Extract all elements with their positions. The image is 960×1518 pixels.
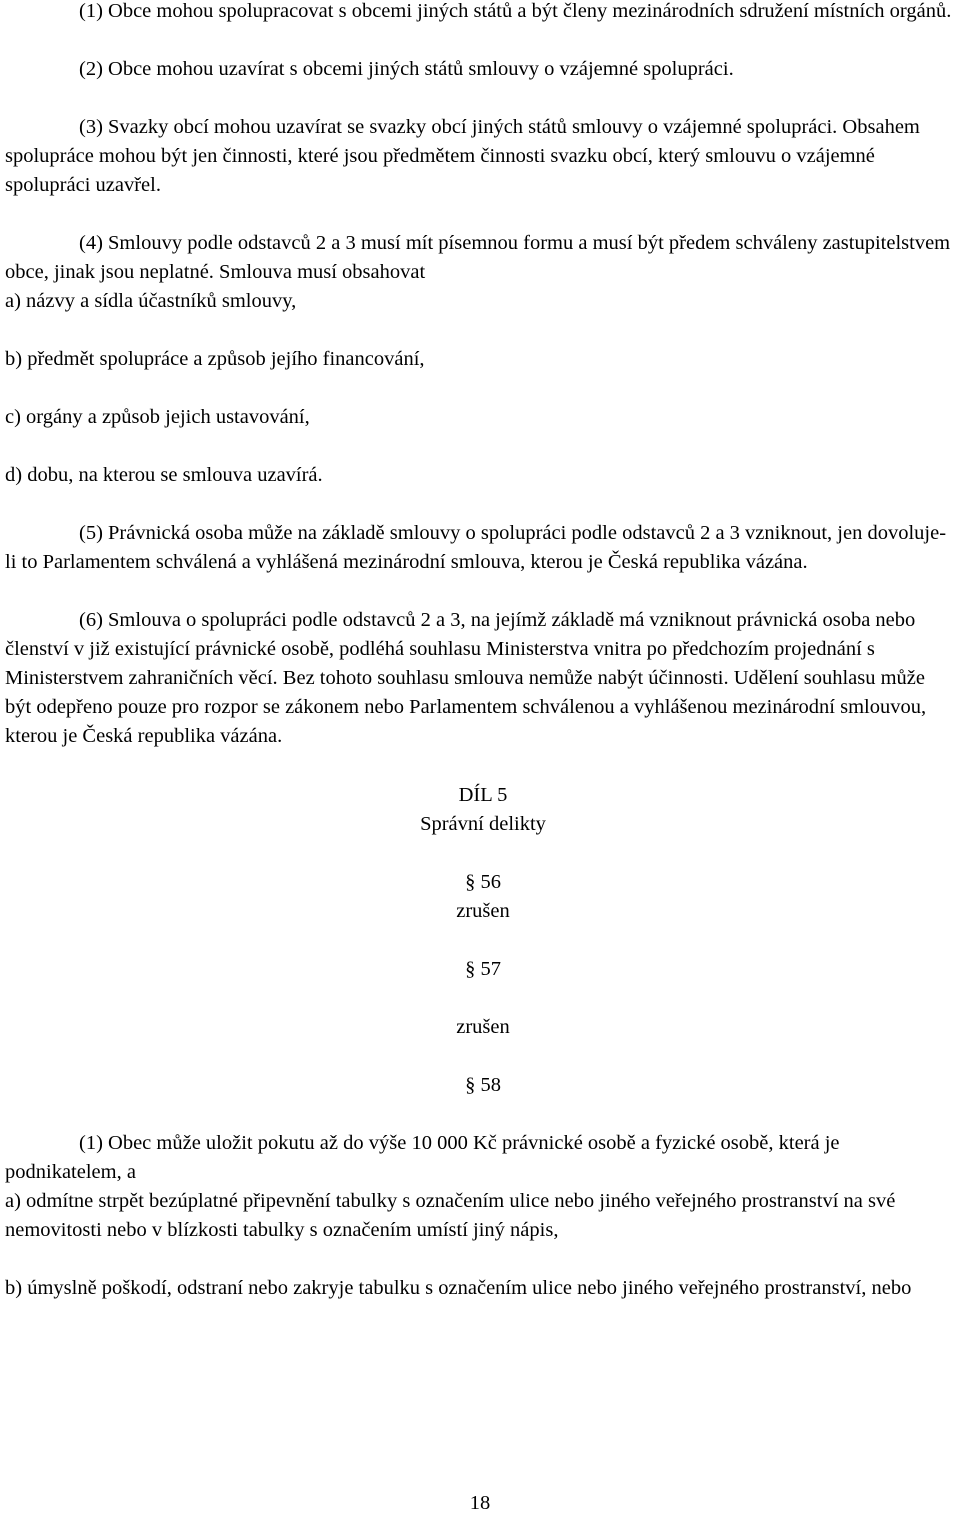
section-57-label: § 57 [465, 958, 501, 980]
paragraph-5: (5) Právnická osoba může na základě smlouvy o spolupráci podle odstavců 2 a 3 vzniknout, jen dovoluje-li to Parlamentem schválená a vyhlášená mezinárodní smlouva, kterou je Česká republika vázána. [5, 522, 947, 573]
section-56-label: § 56 [465, 871, 501, 893]
part-number: DÍL 5 [458, 784, 508, 806]
page-number: 18 [469, 1492, 491, 1514]
part-heading [11, 781, 955, 839]
list-item-a: a) názvy a sídla účastníků smlouvy, [5, 290, 297, 312]
section-58-paragraph-1: (1) Obec může uložit pokutu až do výše 10 000 Kč právnické osobě a fyzické osobě, která je podnikatelem, a [5, 1132, 840, 1183]
section-58 [11, 1071, 955, 1100]
section-58-item-a: a) odmítne strpět bezúplatné připevnění tabulky s označením ulice nebo jiného veřejného prostranství na své nemovitosti nebo v blízkosti tabulky s označením umístí jiný nápis, [5, 1190, 896, 1241]
paragraph-1: (1) Obce mohou spolupracovat s obcemi jiných států a být členy mezinárodních sdružení místních orgánů. [79, 0, 952, 22]
paragraph-6: (6) Smlouva o spolupráci podle odstavců 2 a 3, na jejímž základě má vzniknout právnická osoba nebo členství v již existující právnické osobě, podléhá souhlasu Ministerstva vnitra po předchozím projednání s Ministerstvem zahraničních věcí. Bez tohoto souhlasu smlouva nemůže nabýt účinnosti. Udělení souhlasu může být odepřeno pouze pro rozpor se zákonem nebo Parlamentem schválenou a vyhlášenou mezinárodní smlouvou, kterou je Česká republika vázána. [5, 609, 927, 747]
section-56 [11, 868, 955, 926]
section-58-label: § 58 [465, 1074, 501, 1096]
list-item-b: b) předmět spolupráce a způsob jejího financování, [5, 348, 425, 370]
section-57-status: zrušen [456, 1016, 510, 1038]
part-title: Správní delikty [420, 813, 546, 835]
section-58-item-b: b) úmyslně poškodí, odstraní nebo zakryje tabulku s označením ulice nebo jiného veřejného prostranství, nebo [5, 1277, 912, 1299]
list-item-c: c) orgány a způsob jejich ustavování, [5, 406, 310, 428]
paragraph-3: (3) Svazky obcí mohou uzavírat se svazky obcí jiných států smlouvy o vzájemné spolupráci. Obsahem spolupráce mohou být jen činnosti, které jsou předmětem činnosti svazku obcí, který smlouvu o vzájemné spolupráci uzavřel. [5, 116, 920, 196]
section-57 [11, 955, 955, 1042]
paragraph-4: (4) Smlouvy podle odstavců 2 a 3 musí mít písemnou formu a musí být předem schváleny zastupitelstvem obce, jinak jsou neplatné. Smlouva musí obsahovat [5, 232, 951, 283]
section-56-status: zrušen [456, 900, 510, 922]
list-item-d: d) dobu, na kterou se smlouva uzavírá. [5, 464, 323, 486]
document-page [5, 0, 955, 1303]
paragraph-2: (2) Obce mohou uzavírat s obcemi jiných států smlouvy o vzájemné spolupráci. [79, 58, 734, 80]
